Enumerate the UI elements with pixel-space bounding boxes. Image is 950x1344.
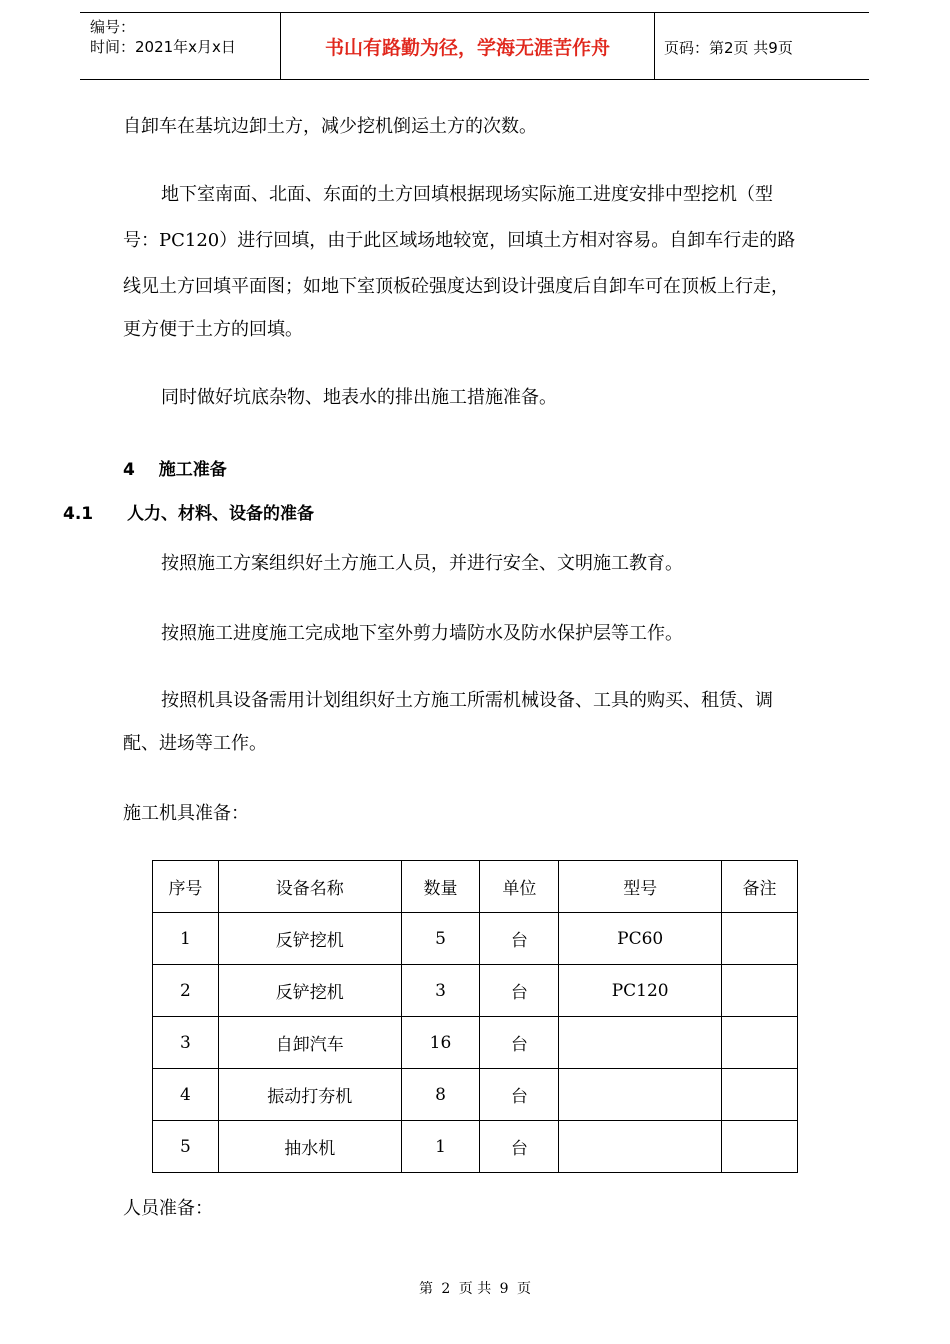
table-cell bbox=[722, 1069, 798, 1121]
table-cell: 台 bbox=[480, 965, 559, 1017]
table-cell: 抽水机 bbox=[218, 1121, 401, 1173]
page-header bbox=[80, 12, 869, 80]
table-cell: PC60 bbox=[559, 913, 722, 965]
column-header: 设备名称 bbox=[218, 861, 401, 913]
paragraph-line: 地下室南面、北面、东面的土方回填根据现场实际施工进度安排中型挖机（型 bbox=[161, 184, 773, 205]
table-cell: 台 bbox=[480, 1017, 559, 1069]
footer-page: 2 bbox=[441, 1281, 451, 1297]
section-number: 4.1 bbox=[63, 504, 94, 524]
paragraph-waterproof: 按照施工进度施工完成地下室外剪力墙防水及防水保护层等工作。 bbox=[161, 623, 683, 644]
section-heading-4 bbox=[123, 455, 227, 480]
column-header: 单位 bbox=[480, 861, 559, 913]
paragraph-line: 号：PC120）进行回填，由于此区域场地较宽，回填土方相对容易。自卸车行走的路 bbox=[123, 230, 796, 251]
table-cell: 5 bbox=[153, 1121, 219, 1173]
table-cell: 1 bbox=[153, 913, 219, 965]
section-number: 4 bbox=[123, 460, 135, 480]
table-cell: 16 bbox=[401, 1017, 480, 1069]
footer-suffix: 页 bbox=[517, 1281, 532, 1297]
paragraph-drainage: 同时做好坑底杂物、地表水的排出施工措施准备。 bbox=[161, 387, 557, 408]
header-motto: 书山有路勤为径，学海无涯苦作舟 bbox=[324, 37, 610, 59]
paragraph-line: 线见土方回填平面图；如地下室顶板砼强度达到设计强度后自卸车可在顶板上行走， bbox=[123, 276, 789, 297]
paragraph-staff: 按照施工方案组织好土方施工人员，并进行安全、文明施工教育。 bbox=[161, 553, 683, 574]
table-cell bbox=[722, 913, 798, 965]
paragraph-line: 配、进场等工作。 bbox=[123, 733, 267, 754]
section-title: 人力、材料、设备的准备 bbox=[127, 504, 315, 524]
table-cell: 反铲挖机 bbox=[218, 965, 401, 1017]
header-meta bbox=[90, 17, 280, 57]
column-header: 序号 bbox=[153, 861, 219, 913]
table-cell bbox=[722, 965, 798, 1017]
footer-mid: 页 共 bbox=[458, 1281, 492, 1297]
table-row bbox=[153, 913, 798, 965]
table-cell: 振动打夯机 bbox=[218, 1069, 401, 1121]
table-cell: 3 bbox=[401, 965, 480, 1017]
column-header: 型号 bbox=[559, 861, 722, 913]
table-row bbox=[153, 1069, 798, 1121]
footer-total: 9 bbox=[499, 1281, 509, 1297]
section-heading-4-1 bbox=[63, 499, 314, 524]
header-page-info: 页码：第2页 共9页 bbox=[664, 39, 793, 57]
paragraph-line: 更方便于土方的回填。 bbox=[123, 319, 303, 340]
page-footer bbox=[0, 1278, 950, 1298]
table-cell bbox=[559, 1017, 722, 1069]
table-row bbox=[153, 965, 798, 1017]
table-header-row bbox=[153, 861, 798, 913]
paragraph-equipment-label: 施工机具准备： bbox=[123, 803, 249, 824]
table-cell: 反铲挖机 bbox=[218, 913, 401, 965]
table-cell bbox=[559, 1069, 722, 1121]
table-cell bbox=[559, 1121, 722, 1173]
table-cell: 5 bbox=[401, 913, 480, 965]
table-row bbox=[153, 1121, 798, 1173]
paragraph-unload: 自卸车在基坑边卸土方，减少挖机倒运土方的次数。 bbox=[123, 116, 537, 137]
table-cell: 自卸汽车 bbox=[218, 1017, 401, 1069]
section-title: 施工准备 bbox=[158, 460, 227, 480]
equipment-table bbox=[152, 860, 798, 1173]
table-cell: 8 bbox=[401, 1069, 480, 1121]
table-cell bbox=[722, 1017, 798, 1069]
paragraph-line: 按照机具设备需用计划组织好土方施工所需机械设备、工具的购买、租赁、调 bbox=[161, 690, 773, 711]
column-header: 备注 bbox=[722, 861, 798, 913]
column-header: 数量 bbox=[401, 861, 480, 913]
header-number: 编号： bbox=[90, 18, 136, 36]
table-cell: PC120 bbox=[559, 965, 722, 1017]
table-cell: 3 bbox=[153, 1017, 219, 1069]
table-cell: 1 bbox=[401, 1121, 480, 1173]
header-time: 时间：2021年x月x日 bbox=[90, 38, 236, 56]
table-cell: 2 bbox=[153, 965, 219, 1017]
table-cell: 台 bbox=[480, 1069, 559, 1121]
header-divider bbox=[654, 13, 655, 79]
table-cell bbox=[722, 1121, 798, 1173]
table-row bbox=[153, 1017, 798, 1069]
paragraph-staff-label: 人员准备： bbox=[123, 1198, 213, 1219]
table-cell: 台 bbox=[480, 1121, 559, 1173]
footer-prefix: 第 bbox=[418, 1281, 433, 1297]
table-cell: 4 bbox=[153, 1069, 219, 1121]
table-cell: 台 bbox=[480, 913, 559, 965]
